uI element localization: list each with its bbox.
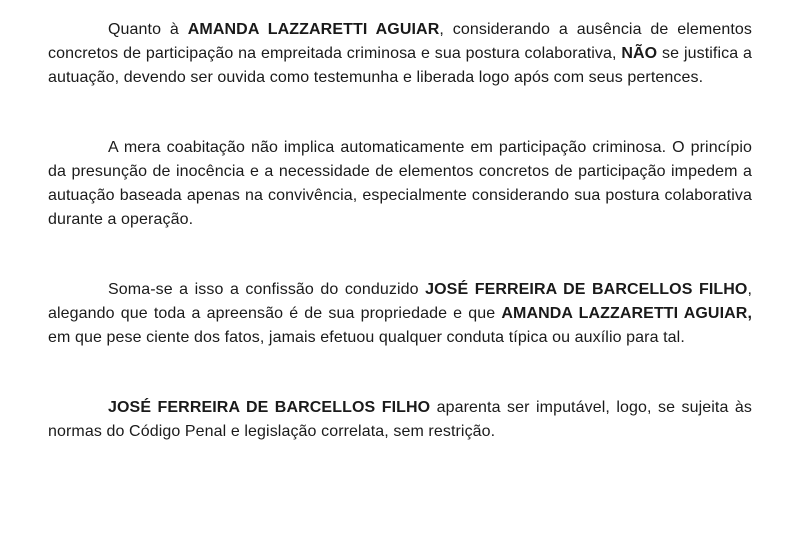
text-span: em que pese ciente dos fatos, jamais efetuou qualquer conduta típica ou auxílio para tal. [48,329,685,346]
document-body [48,18,752,444]
text-span: , considerando a ausência de elementos concretos de participação na empreitada criminosa e sua postura colaborativa, [48,21,752,62]
text-span: aparenta ser imputável, logo, se sujeita às normas do Código Penal e legislação correlata, sem restrição. [48,399,752,440]
paragraph-amanda-testimony [48,18,752,90]
bold-name-amanda: AMANDA LAZZARETTI AGUIAR [187,21,440,38]
text-span: , alegando que toda a apreensão é de sua propriedade e que [48,281,752,322]
text-span: se justifica a autuação, devendo ser ouvida como testemunha e liberada logo após com seus pertences. [48,45,752,86]
text-span: A mera coabitação não implica automaticamente em participação criminosa. O princípio da presunção de inocência e a necessidade de elementos concretos de participação impedem a autuação baseada apenas na convivência, especialmente considerando sua postura colaborativa durante a operação. [48,139,752,228]
paragraph-confissao [48,278,752,350]
text-span: Soma-se a isso a confissão do conduzido [108,281,426,298]
bold-name-jose: JOSÉ FERREIRA DE BARCELLOS FILHO [425,281,748,298]
paragraph-imputavel [48,396,752,444]
bold-name-jose: JOSÉ FERREIRA DE BARCELLOS FILHO [108,399,431,416]
paragraph-coabitacao [48,136,752,232]
text-span: Quanto à [108,21,188,38]
bold-nao: NÃO [621,45,658,62]
bold-name-amanda: AMANDA LAZZARETTI AGUIAR, [501,305,752,322]
